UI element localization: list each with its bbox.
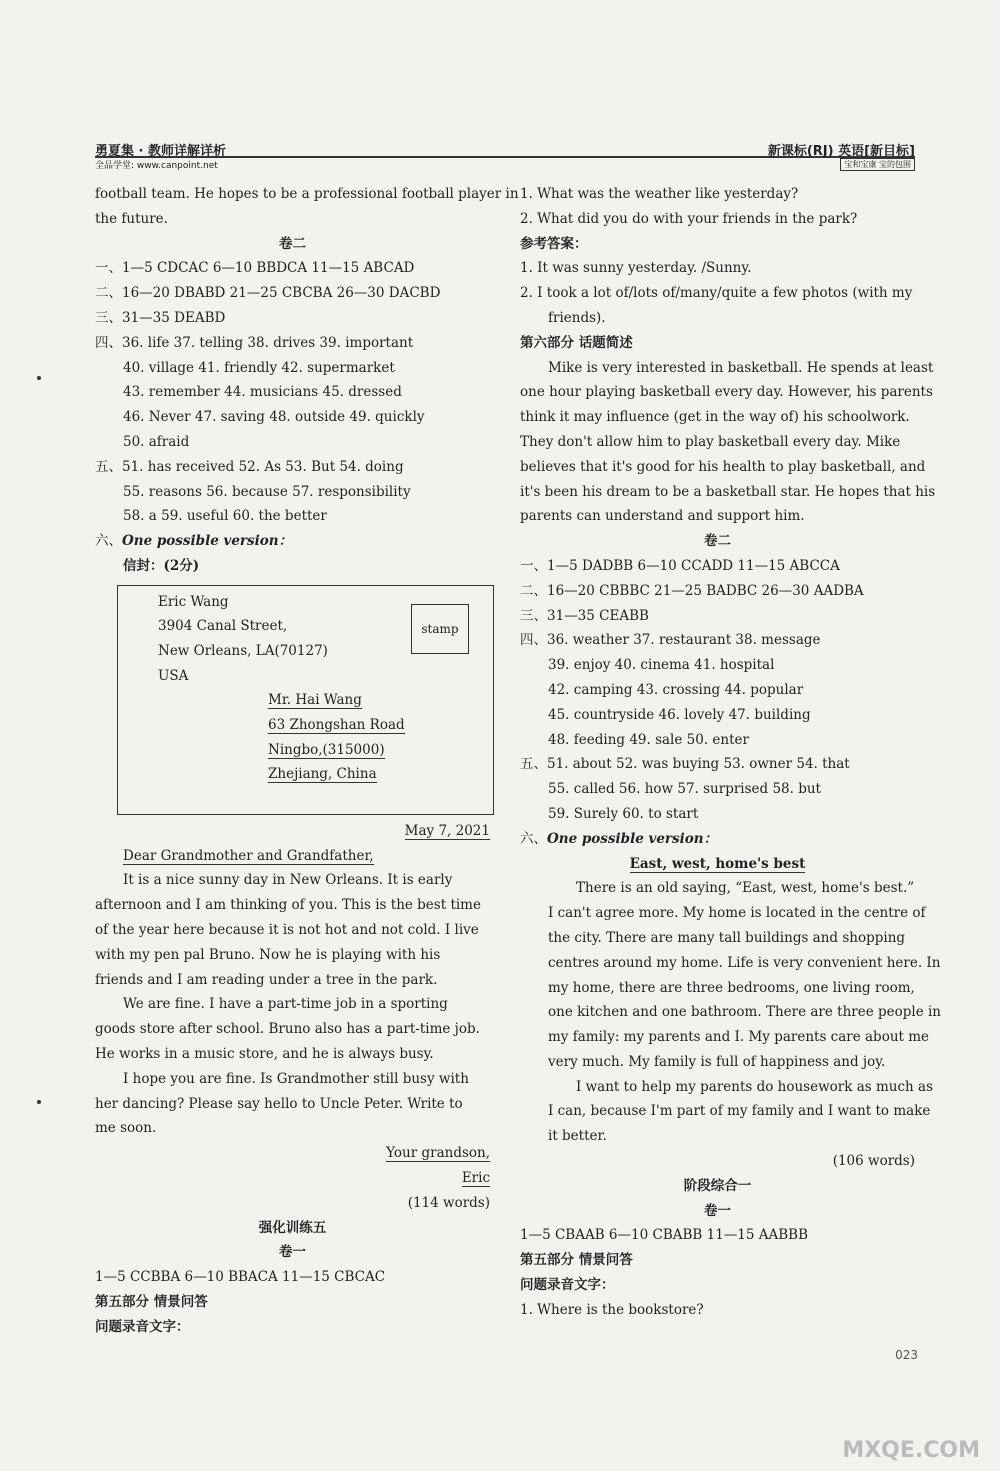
envelope-label: 信封：(2分)	[123, 557, 200, 574]
letter-line: me soon.	[95, 1120, 157, 1137]
letter-line: with my pen pal Bruno. Now he is playing with his	[95, 946, 441, 963]
answer-line: 43. remember 44. musicians 45. dressed	[123, 384, 402, 401]
section-heading: 卷二	[279, 235, 306, 252]
version-label: One possible version：	[547, 830, 718, 847]
essay-line: my home, there are three bedrooms, one living room,	[548, 979, 915, 996]
letter-line: of the year here because it is not hot and not cold. I live	[95, 921, 479, 938]
recipient-name: Mr. Hai Wang	[268, 691, 362, 708]
page-number: 023	[895, 1348, 918, 1362]
answer-line: 48. feeding 49. sale 50. enter	[548, 731, 749, 748]
answer-line: 一、1—5 DADBB 6—10 CCADD 11—15 ABCCA	[520, 557, 840, 574]
part-heading: 第五部分 情景问答	[95, 1293, 208, 1310]
letter-line: I hope you are fine. Is Grandmother still busy with	[123, 1070, 469, 1087]
book-title: 勇夏集 · 教师详解详析	[95, 144, 226, 159]
question-line: 1. Where is the bookstore?	[520, 1301, 704, 1318]
answer-line: 46. Never 47. saving 48. outside 49. quickly	[123, 409, 425, 426]
sender-name: Eric Wang	[158, 593, 229, 610]
paragraph-line: believes that it's good for his health to play basketball, and	[520, 458, 926, 475]
text-line: the future.	[95, 210, 168, 227]
text-line: football team. He hopes to be a professional football player in	[95, 186, 519, 202]
paragraph-line: They don't allow him to play basketball every day. Mike	[520, 433, 901, 450]
site-label: 全品学堂: www.canpoint.net	[95, 161, 218, 171]
envelope	[117, 585, 494, 815]
essay-line: I can't agree more. My home is located in the centre of	[548, 905, 926, 922]
letter-greeting: Dear Grandmother and Grandfather,	[123, 847, 374, 864]
version-label: One possible version：	[122, 533, 293, 550]
section-title: 阶段综合一	[683, 1177, 752, 1194]
answer-line: 四、36. life 37. telling 38. drives 39. important	[95, 334, 414, 351]
margin-dot	[37, 376, 41, 380]
letter-line: her dancing? Please say hello to Uncle Peter. Write to	[95, 1095, 463, 1112]
question-line: 1. What was the weather like yesterday?	[520, 186, 799, 202]
letter-line: We are fine. I have a part-time job in a sporting	[123, 996, 448, 1013]
essay-line: one kitchen and one bathroom. There are three people in	[548, 1004, 941, 1021]
paragraph-line: parents can understand and support him.	[520, 508, 805, 525]
answer-line: 二、16—20 DBABD 21—25 CBCBA 26—30 DACBD	[95, 285, 441, 302]
answer-line: 55. called 56. how 57. surprised 58. but	[548, 781, 821, 798]
answer-line: 二、16—20 CBBBC 21—25 BADBC 26—30 AADBA	[520, 582, 864, 599]
signature-closing: Your grandson,	[386, 1145, 490, 1162]
section-heading: 卷二	[704, 533, 731, 550]
version-line	[520, 827, 915, 852]
essay-line: the city. There are many tall buildings and shopping	[548, 929, 906, 946]
audio-label: 问题录音文字：	[520, 1277, 615, 1294]
section-title: 强化训练五	[258, 1219, 327, 1236]
edition-label: 新课标(RJ) 英语[新目标]	[767, 144, 915, 159]
answer-line: friends).	[548, 309, 606, 326]
recipient-street: 63 Zhongshan Road	[268, 716, 405, 733]
part-heading: 第五部分 情景问答	[520, 1252, 633, 1269]
answer-line: 39. enjoy 40. cinema 41. hospital	[548, 657, 775, 674]
reference-label: 参考答案：	[520, 235, 588, 252]
question-line: 2. What did you do with your friends in the park?	[520, 210, 858, 227]
word-count: (114 words)	[407, 1194, 490, 1211]
answer-line: 三、31—35 DEABD	[95, 309, 226, 326]
letter-line: It is a nice sunny day in New Orleans. It is early	[123, 872, 453, 889]
paragraph-line: Mike is very interested in basketball. He spends at least	[548, 359, 934, 376]
section-heading: 卷一	[704, 1202, 731, 1219]
essay-title: East, west, home's best	[629, 855, 806, 872]
answer-line: 三、31—35 CEABB	[520, 607, 649, 624]
right-column	[520, 182, 941, 1323]
answer-line: 40. village 41. friendly 42. supermarket	[123, 359, 395, 376]
paragraph-line: it's been his dream to be a basketball star. He hopes that his	[520, 483, 936, 500]
watermark: MXQE.COM	[842, 1438, 980, 1463]
part-heading: 第六部分 话题简述	[520, 334, 633, 351]
answer-line: 59. Surely 60. to start	[548, 805, 699, 822]
sender-street: 3904 Canal Street,	[158, 617, 288, 634]
recipient-city: Ningbo,(315000)	[268, 741, 385, 758]
sender-city: New Orleans, LA(70127)	[158, 642, 328, 659]
sender-country: USA	[158, 667, 189, 684]
essay-line: it better.	[548, 1128, 607, 1145]
answer-line: 五、51. about 52. was buying 53. owner 54. that	[520, 756, 850, 773]
essay-line: my family: my parents and I. My parents care about me	[548, 1029, 930, 1046]
answer-line: 1. It was sunny yesterday. /Sunny.	[520, 260, 752, 277]
essay-line: centres around my home. Life is very convenient here. In	[548, 954, 941, 971]
essay-line: I can, because I'm part of my family and I want to make	[548, 1103, 931, 1120]
six-label: 六、	[95, 533, 122, 550]
signature-name: Eric	[461, 1169, 490, 1186]
recipient-province: Zhejiang, China	[268, 765, 377, 782]
answer-line: 50. afraid	[123, 433, 190, 450]
answer-line: 2. I took a lot of/lots of/many/quite a few photos (with my	[520, 285, 913, 302]
answer-line: 一、1—5 CDCAC 6—10 BBDCA 11—15 ABCAD	[95, 260, 415, 277]
margin-dot	[37, 1100, 41, 1104]
audio-label: 问题录音文字：	[95, 1318, 190, 1335]
version-line	[95, 529, 490, 554]
word-count: (106 words)	[832, 1153, 915, 1170]
letter-line: He works in a music store, and he is always busy.	[95, 1045, 434, 1062]
essay-line: I want to help my parents do housework as much as	[576, 1078, 933, 1095]
paragraph-line: one hour playing basketball every day. However, his parents	[520, 384, 933, 401]
section-heading: 卷一	[279, 1244, 306, 1261]
paragraph-line: think it may influence (get in the way of) his schoolwork.	[520, 409, 910, 426]
answer-line: 58. a 59. useful 60. the better	[123, 508, 327, 525]
letter-line: afternoon and I am thinking of you. This is the best time	[95, 897, 481, 914]
answer-line: 1—5 CCBBA 6—10 BBACA 11—15 CBCAC	[95, 1269, 386, 1286]
six-label: 六、	[520, 830, 547, 847]
answer-line: 42. camping 43. crossing 44. popular	[548, 681, 804, 698]
answer-line: 四、36. weather 37. restaurant 38. message	[520, 632, 821, 649]
letter-line: friends and I am reading under a tree in the park.	[95, 971, 438, 988]
letter-date: May 7, 2021	[404, 822, 490, 839]
series-badge: 宝和宝康 宝的包围	[840, 158, 915, 171]
essay-line: very much. My family is full of happiness and joy.	[548, 1053, 886, 1070]
stamp-box: stamp	[411, 604, 469, 654]
letter-line: goods store after school. Bruno also has a part-time job.	[95, 1021, 480, 1038]
answer-line: 五、51. has received 52. As 53. But 54. doing	[95, 458, 404, 475]
answer-line: 1—5 CBAAB 6—10 CBABB 11—15 AABBB	[520, 1227, 809, 1244]
answer-line: 45. countryside 46. lovely 47. building	[548, 706, 811, 723]
left-column	[95, 182, 519, 1339]
answer-line: 55. reasons 56. because 57. responsibility	[123, 483, 411, 500]
sub-header	[95, 158, 915, 170]
essay-line: There is an old saying, “East, west, home's best.”	[576, 880, 915, 897]
